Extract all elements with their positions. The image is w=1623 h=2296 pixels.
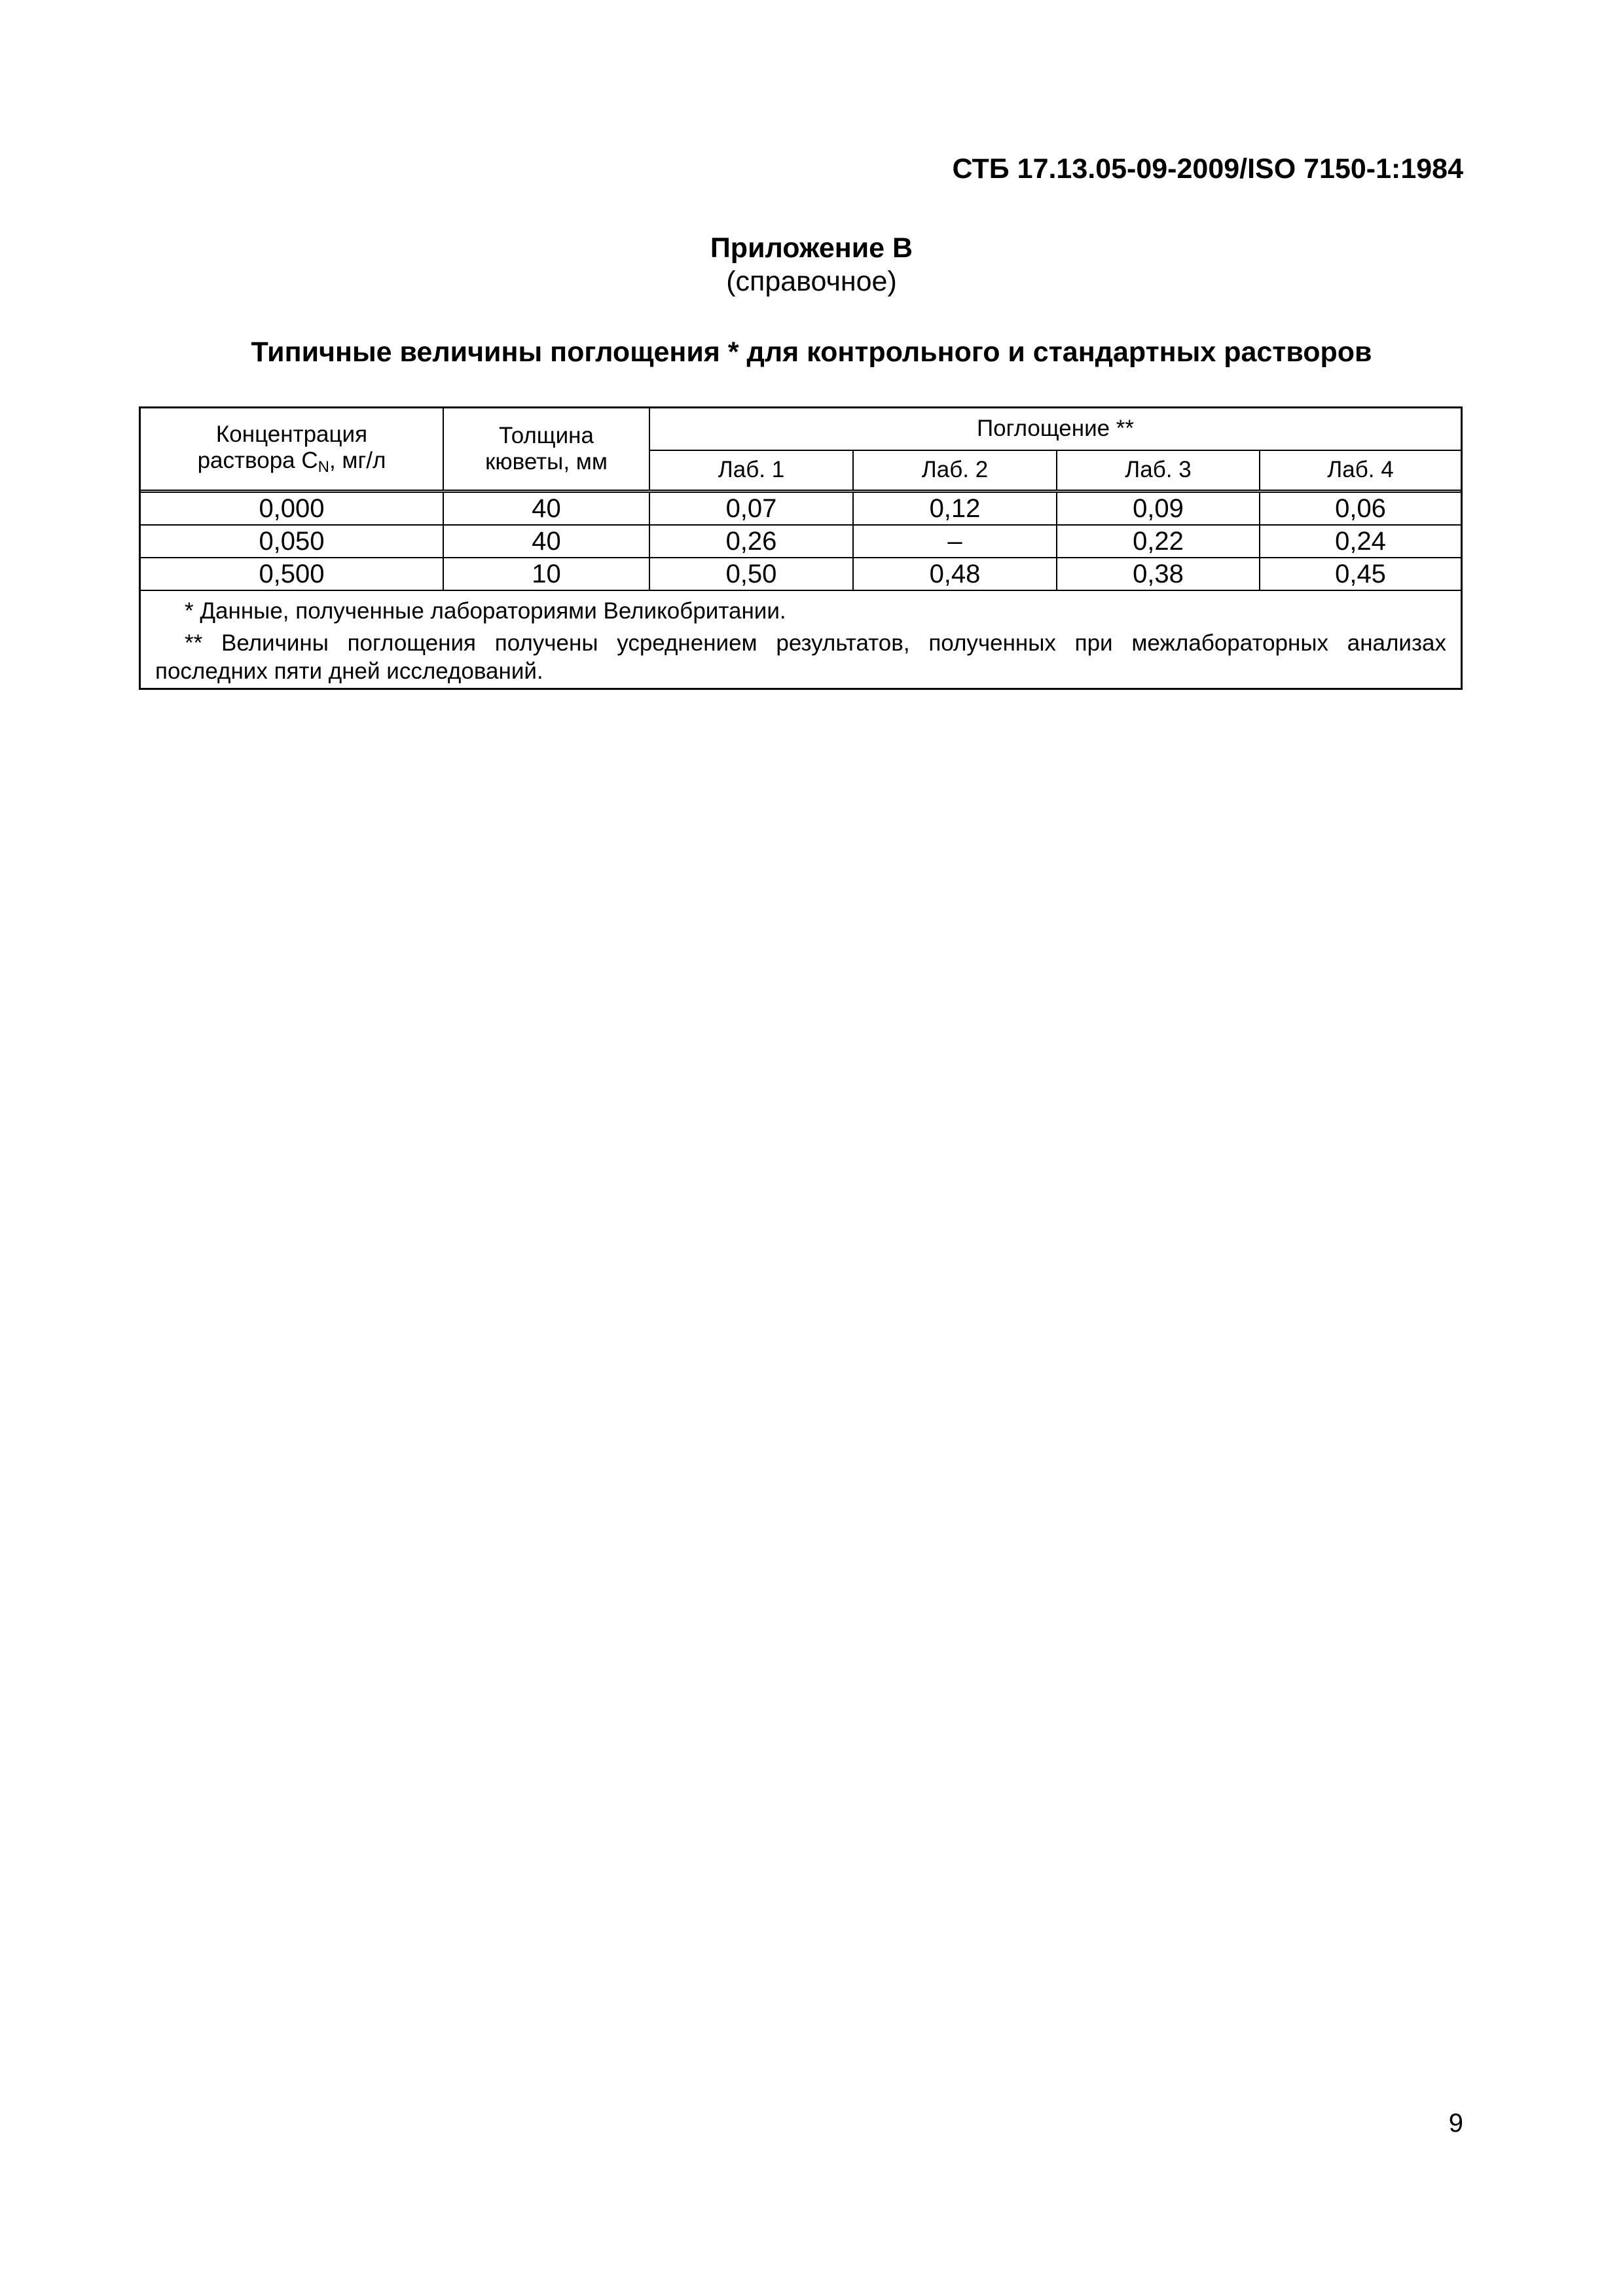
cell-lab-3: 0,22 (1057, 525, 1260, 558)
cell-concentration: 0,500 (141, 558, 443, 590)
cell-concentration: 0,000 (141, 491, 443, 525)
cell-thickness: 40 (443, 491, 649, 525)
header-lab-4: Лаб. 4 (1260, 450, 1461, 491)
page-number: 9 (1448, 2109, 1463, 2138)
header-concentration-line2-suffix: , мг/л (329, 448, 386, 474)
annex-title: Приложение В (710, 232, 913, 264)
cell-lab-2: 0,48 (853, 558, 1057, 590)
note-uk-labs: * Данные, полученные лабораториями Великобритании. (185, 598, 786, 624)
header-concentration-subscript: N (318, 458, 329, 476)
header-concentration-line2-prefix: раствора C (197, 448, 318, 474)
cell-lab-4: 0,24 (1260, 525, 1461, 558)
header-thickness-line1: Толщина (499, 422, 594, 448)
header-absorbance: Поглощение ** (649, 408, 1461, 450)
table-title: Типичные величины поглощения * для контрольного и стандартных растворов (251, 336, 1372, 368)
cell-lab-1: 0,26 (649, 525, 853, 558)
cell-lab-1: 0,50 (649, 558, 853, 590)
note-averaging: ** Величины поглощения получены усреднением результатов, полученных при межлабораторных анализах последних пяти дней исследований. (155, 630, 1446, 685)
cell-lab-4: 0,45 (1260, 558, 1461, 590)
cell-lab-4: 0,06 (1260, 491, 1461, 525)
document-code: СТБ 17.13.05-09-2009/ISO 7150-1:1984 (952, 153, 1463, 185)
table-row (141, 525, 1461, 558)
cell-lab-3: 0,38 (1057, 558, 1260, 590)
annex-type: (справочное) (726, 266, 897, 297)
header-concentration-line1: Концентрация (215, 421, 368, 447)
cell-lab-2: 0,12 (853, 491, 1057, 525)
absorbance-table (141, 408, 1461, 591)
cell-lab-2: – (853, 525, 1057, 558)
header-thickness-line2: кюветы, мм (485, 448, 608, 475)
header-thickness (443, 408, 649, 491)
cell-concentration: 0,050 (141, 525, 443, 558)
table-notes (141, 593, 1461, 685)
header-lab-1: Лаб. 1 (649, 450, 853, 491)
cell-thickness: 10 (443, 558, 649, 590)
cell-thickness: 40 (443, 525, 649, 558)
table-row (141, 558, 1461, 590)
cell-lab-3: 0,09 (1057, 491, 1260, 525)
table-row (141, 491, 1461, 525)
header-concentration (141, 408, 443, 491)
cell-lab-1: 0,07 (649, 491, 853, 525)
header-lab-2: Лаб. 2 (853, 450, 1057, 491)
header-lab-3: Лаб. 3 (1057, 450, 1260, 491)
